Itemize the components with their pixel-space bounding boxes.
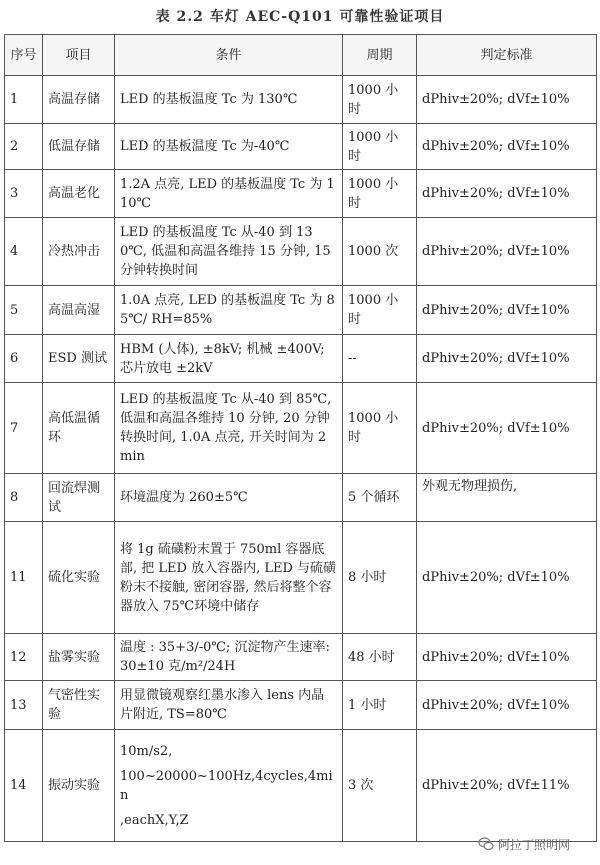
condition-line: ,eachX,Y,Z (120, 812, 189, 828)
header-period: 周期 (343, 35, 417, 76)
header-item: 项目 (43, 35, 115, 76)
cell-no: 11 (5, 522, 43, 634)
cell-period: 5 个循环 (343, 474, 417, 522)
header-criteria: 判定标准 (417, 35, 597, 76)
cell-criteria: 外观无物理损伤, (417, 474, 597, 522)
watermark-text: 阿拉丁照明网 (498, 837, 571, 852)
cell-condition: 1.2A 点亮, LED 的基板温度 Tc 为 110℃ (115, 170, 343, 218)
cell-period: 48 小时 (343, 634, 417, 681)
cell-period: 1000 小时 (343, 383, 417, 474)
cell-criteria: dPhiv±20%; dVf±10% (417, 335, 597, 383)
cell-criteria: dPhiv±20%; dVf±10% (417, 170, 597, 218)
cell-condition: 环境温度为 260±5℃ (115, 474, 343, 522)
cell-condition: 1.0A 点亮, LED 的基板温度 Tc 为 85℃/ RH=85% (115, 286, 343, 335)
cell-no: 2 (5, 124, 43, 170)
cell-criteria: dPhiv±20%; dVf±11% (417, 730, 597, 842)
table-row (5, 522, 597, 634)
table-row (5, 730, 597, 842)
wechat-icon (478, 836, 494, 852)
cell-period: 1000 小时 (343, 124, 417, 170)
cell-condition: HBM (人体), ±8kV; 机械 ±400V; 芯片放电 ±2kV (115, 335, 343, 383)
cell-condition: 温度 : 35+3/-0℃; 沉淀物产生速率: 30±10 克/m²/24H (115, 634, 343, 681)
cell-period: -- (343, 335, 417, 383)
table-row (5, 634, 597, 681)
table-row (5, 681, 597, 730)
cell-item: 硫化实验 (43, 522, 115, 634)
cell-condition: LED 的基板温度 Tc 为 130℃ (115, 76, 343, 124)
cell-condition: LED 的基板温度 Tc 从-40 到 130℃, 低温和高温各维持 15 分钟, 15 分钟转换时间 (115, 218, 343, 286)
cell-no: 5 (5, 286, 43, 335)
cell-no: 8 (5, 474, 43, 522)
cell-criteria: dPhiv±20%; dVf±10% (417, 76, 597, 124)
cell-item: 冷热冲击 (43, 218, 115, 286)
cell-period: 1000 小时 (343, 286, 417, 335)
cell-period: 3 次 (343, 730, 417, 842)
cell-no: 14 (5, 730, 43, 842)
table-row (5, 76, 597, 124)
cell-criteria: dPhiv±20%; dVf±10% (417, 634, 597, 681)
cell-item: 高温高湿 (43, 286, 115, 335)
cell-no: 13 (5, 681, 43, 730)
table-row (5, 286, 597, 335)
cell-item: 振动实验 (43, 730, 115, 842)
cell-condition: LED 的基板温度 Tc 为-40℃ (115, 124, 343, 170)
cell-condition: 将 1g 硫磺粉末置于 750ml 容器底部, 把 LED 放入容器内, LED 与硫磺粉末不接触, 密闭容器, 然后将整个容器放入 75℃环境中储存 (115, 522, 343, 634)
condition-line: 10m/s2, (120, 743, 173, 759)
cell-item: 回流焊测试 (43, 474, 115, 522)
cell-no: 6 (5, 335, 43, 383)
condition-line: 100~20000~100Hz,4cycles,4min (120, 768, 333, 803)
cell-no: 7 (5, 383, 43, 474)
table-row (5, 170, 597, 218)
cell-period: 1000 小时 (343, 170, 417, 218)
cell-item: 低温存储 (43, 124, 115, 170)
cell-no: 4 (5, 218, 43, 286)
table-row (5, 335, 597, 383)
cell-item: ESD 测试 (43, 335, 115, 383)
header-row (5, 35, 597, 76)
cell-period: 1000 小时 (343, 76, 417, 124)
cell-item: 气密性实验 (43, 681, 115, 730)
cell-criteria: dPhiv±20%; dVf±10% (417, 218, 597, 286)
cell-criteria: dPhiv±20%; dVf±10% (417, 522, 597, 634)
header-no: 序号 (5, 35, 43, 76)
watermark (478, 832, 596, 856)
cell-item: 高温老化 (43, 170, 115, 218)
cell-item: 高低温循环 (43, 383, 115, 474)
cell-item: 盐雾实验 (43, 634, 115, 681)
cell-period: 8 小时 (343, 522, 417, 634)
cell-criteria: dPhiv±20%; dVf±10% (417, 681, 597, 730)
table-row (5, 383, 597, 474)
table-caption: 表 2.2 车灯 AEC-Q101 可靠性验证项目 (155, 9, 445, 25)
cell-condition: 用显微镜观察红墨水渗入 lens 内晶片附近, TS=80℃ (115, 681, 343, 730)
cell-condition: LED 的基板温度 Tc 从-40 到 85℃, 低温和高温各维持 10 分钟, 20 分钟转换时间, 1.0A 点亮, 开关时间为 2min (115, 383, 343, 474)
cell-criteria: dPhiv±20%; dVf±10% (417, 124, 597, 170)
cell-condition (115, 730, 343, 842)
header-condition: 条件 (115, 35, 343, 76)
table-row (5, 218, 597, 286)
cell-no: 12 (5, 634, 43, 681)
cell-period: 1 小时 (343, 681, 417, 730)
cell-no: 3 (5, 170, 43, 218)
cell-period: 1000 次 (343, 218, 417, 286)
cell-criteria: dPhiv±20%; dVf±10% (417, 286, 597, 335)
table-row (5, 124, 597, 170)
cell-item: 高温存储 (43, 76, 115, 124)
table-row (5, 474, 597, 522)
cell-no: 1 (5, 76, 43, 124)
reliability-table (4, 34, 597, 842)
cell-criteria: dPhiv±20%; dVf±10% (417, 383, 597, 474)
